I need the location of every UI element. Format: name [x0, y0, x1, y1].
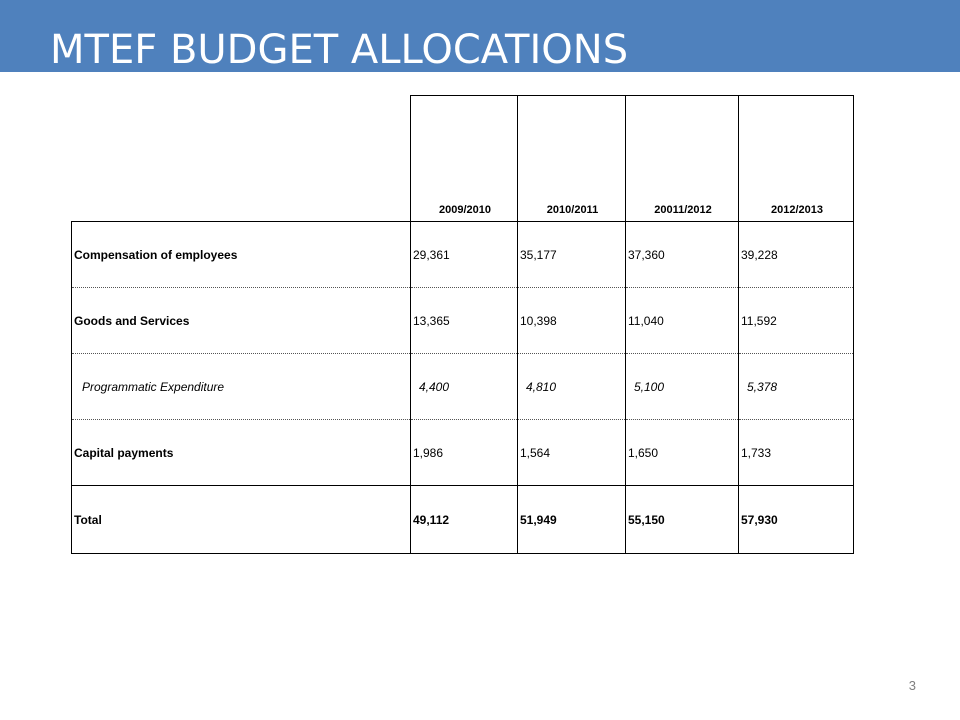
header-row	[72, 96, 854, 222]
row-value: 13,365	[411, 288, 518, 354]
table-row-capital	[72, 420, 854, 486]
table-row-compensation	[72, 222, 854, 288]
row-value: 1,986	[411, 420, 518, 486]
slide-number: 3	[908, 678, 916, 693]
row-value: 1,733	[739, 420, 854, 486]
row-value: 10,398	[518, 288, 626, 354]
header-year-4: 2012/2013	[739, 96, 854, 222]
row-value: 35,177	[518, 222, 626, 288]
header-blank-cell	[72, 96, 411, 222]
row-value: 11,040	[626, 288, 739, 354]
row-value: 4,810	[518, 354, 626, 420]
header-year-1: 2009/2010	[411, 96, 518, 222]
table-row-programmatic	[72, 354, 854, 420]
header-year-3: 20011/2012	[626, 96, 739, 222]
row-label: Programmatic Expenditure	[72, 354, 411, 420]
row-label: Total	[72, 486, 411, 554]
table-row-goods-services	[72, 288, 854, 354]
table-row-total	[72, 486, 854, 554]
row-value: 1,564	[518, 420, 626, 486]
row-label: Capital payments	[72, 420, 411, 486]
row-label: Compensation of employees	[72, 222, 411, 288]
row-value: 55,150	[626, 486, 739, 554]
row-value: 5,100	[626, 354, 739, 420]
row-value: 37,360	[626, 222, 739, 288]
budget-table	[71, 95, 854, 554]
row-value: 29,361	[411, 222, 518, 288]
row-value: 11,592	[739, 288, 854, 354]
slide-title: MTEF BUDGET ALLOCATIONS	[50, 27, 629, 73]
row-value: 39,228	[739, 222, 854, 288]
row-value: 51,949	[518, 486, 626, 554]
row-value: 49,112	[411, 486, 518, 554]
row-value: 1,650	[626, 420, 739, 486]
row-value: 57,930	[739, 486, 854, 554]
row-value: 4,400	[411, 354, 518, 420]
row-value: 5,378	[739, 354, 854, 420]
row-label: Goods and Services	[72, 288, 411, 354]
header-year-2: 2010/2011	[518, 96, 626, 222]
